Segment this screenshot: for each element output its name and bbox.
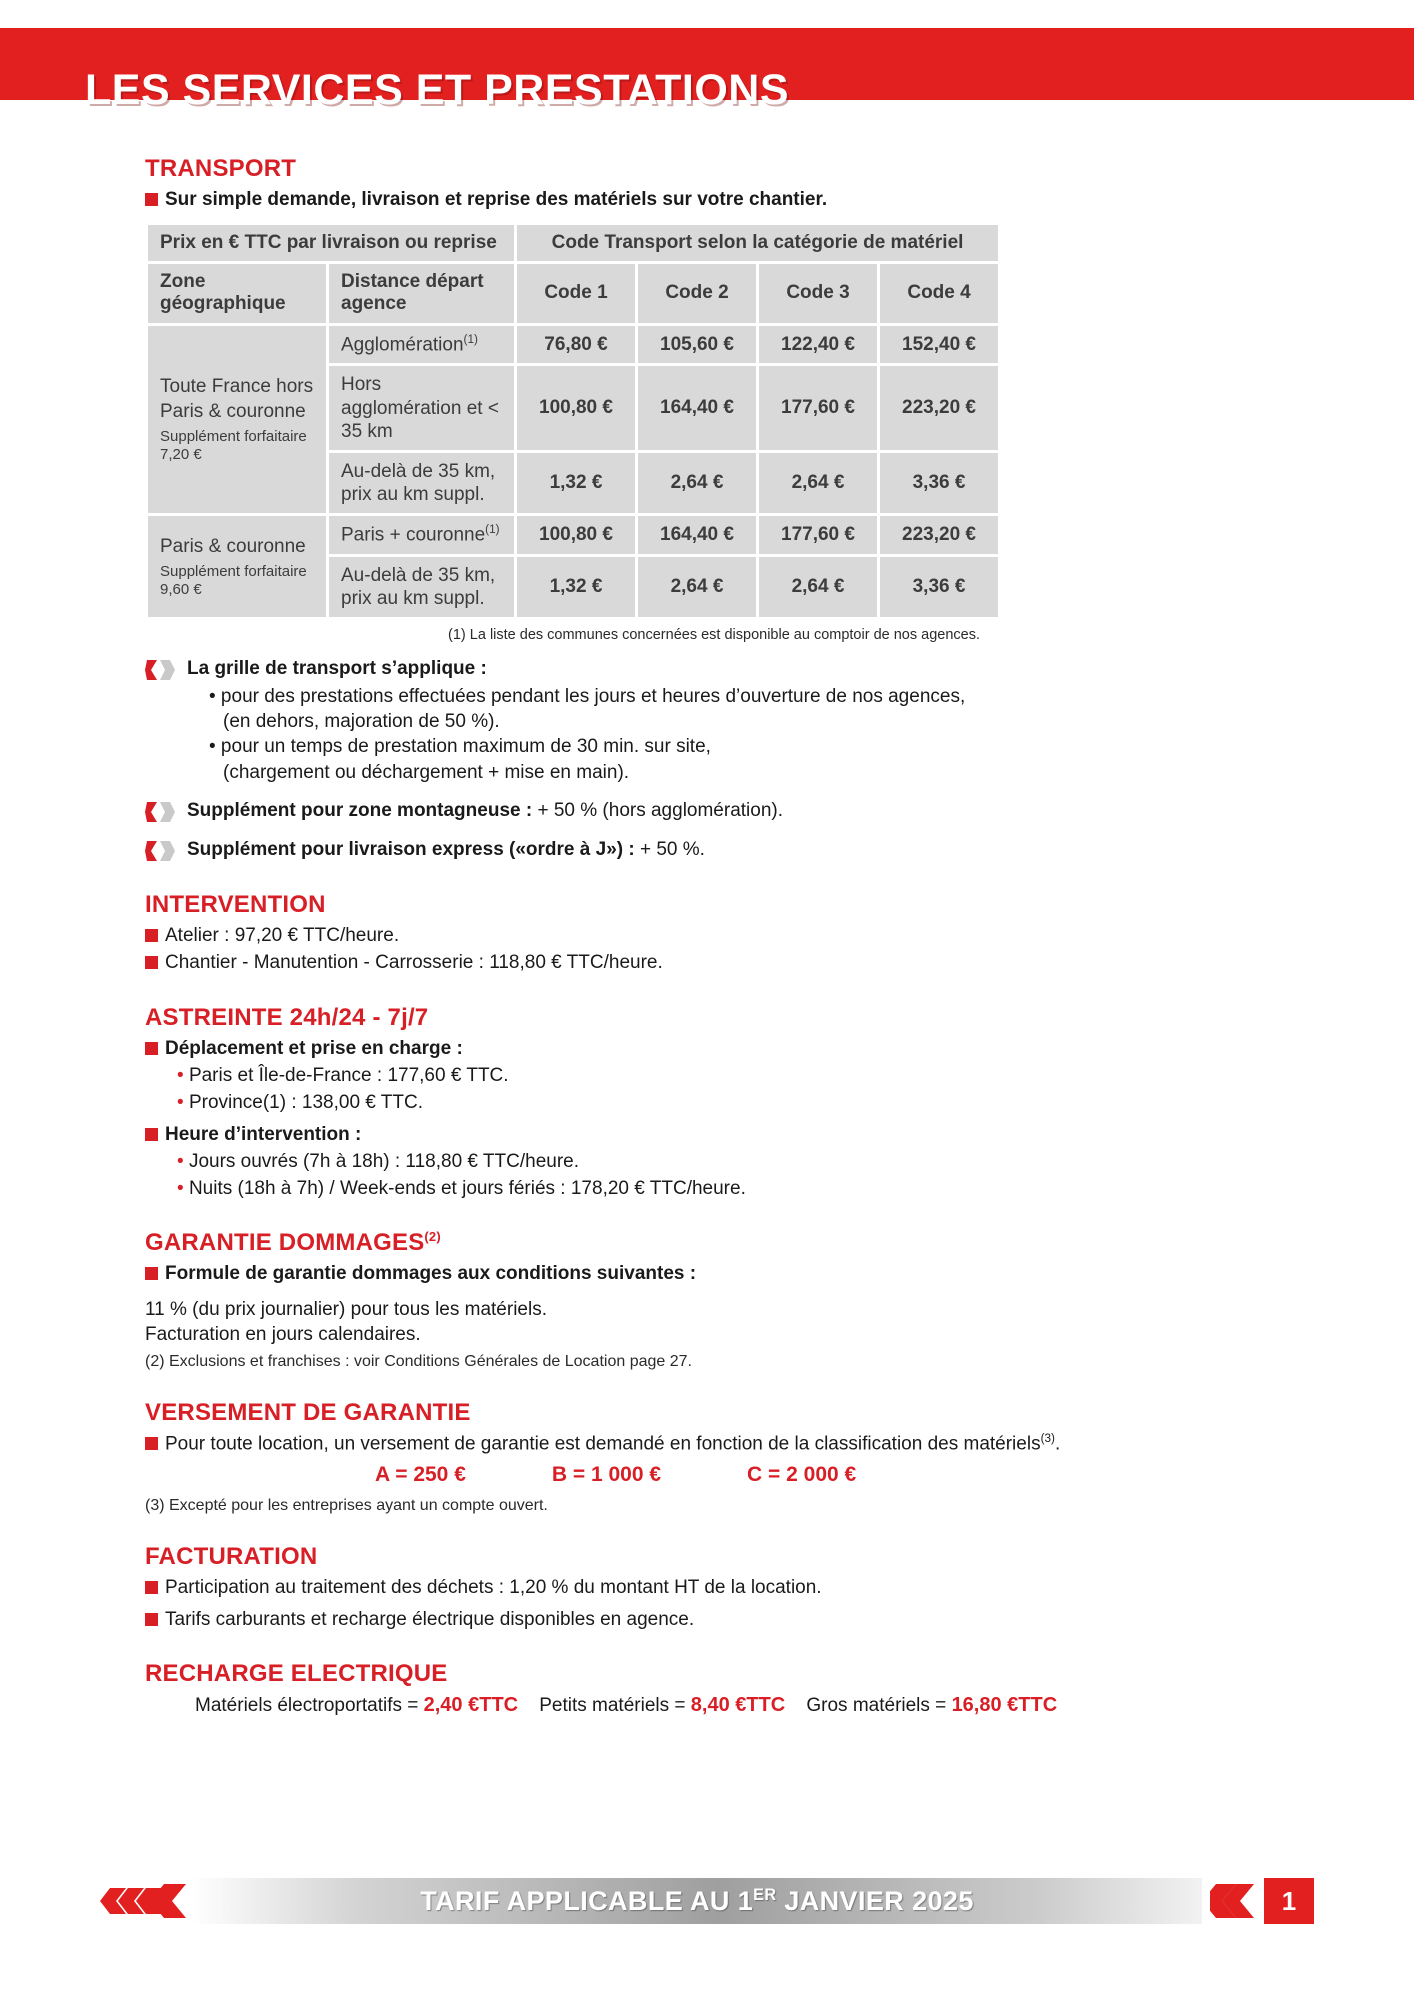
price-cell: 3,36 € [880,557,998,617]
footer-chevrons-left [100,1878,192,1924]
price-cell: 164,40 € [638,366,756,450]
grille-item: (en dehors, majoration de 50 %). [223,711,500,732]
astreinte-deplacement-label-row [145,1036,1275,1061]
recharge-value: 16,80 €TTC [951,1693,1058,1716]
section-title-astreinte: ASTREINTE 24h/24 - 7j/7 [145,1003,429,1031]
footer-text-after: JANVIER 2025 [776,1885,974,1916]
zone-cell-2 [148,516,326,617]
price-cell: 177,60 € [759,516,877,554]
chevron-icon [145,658,175,682]
intervention-item [145,923,1275,948]
express-label: Supplément pour livraison express («ordre à J») : [187,839,635,861]
intervention-item-text: Atelier : 97,20 € TTC/heure. [165,925,400,947]
section-garantie [145,1229,1275,1371]
versement-note: (3) Excepté pour les entreprises ayant un compte ouvert. [145,1496,548,1514]
table-col-zone: Zone géographique [148,264,326,323]
facturation-item [145,1575,1275,1600]
price-cell: 1,32 € [517,557,635,617]
recharge-label: Matériels électroportatifs = [195,1694,424,1716]
footer-text-sup: ER [753,1885,777,1904]
price-cell: 122,40 € [759,326,877,364]
transport-price-table [145,222,1001,620]
price-cell: 164,40 € [638,516,756,554]
chevron-icon [145,839,175,863]
footnote-marker: (2) [424,1229,441,1245]
table-col-code-2: Code 2 [638,264,756,323]
recharge-value: 2,40 €TTC [423,1693,519,1716]
table-header-right: Code Transport selon la catégorie de matériel [517,225,998,261]
transport-intro-line [145,187,1275,212]
price-cell: 2,64 € [638,557,756,617]
montagne-label: Supplément pour zone montagneuse : [187,800,533,822]
square-bullet-icon [145,1581,158,1594]
garantie-formule-row [145,1261,1275,1286]
section-title-garantie [145,1229,1275,1257]
express-text [187,837,705,862]
section-title-versement: VERSEMENT DE GARANTIE [145,1399,471,1427]
intervention-item [145,950,1275,975]
garantie-heading-text: GARANTIE DOMMAGES [145,1229,425,1257]
astreinte-heure-item: • Nuits (18h à 7h) / Week-ends et jours fériés : 178,20 € TTC/heure. [145,1176,1275,1201]
facturation-item-text: Participation au traitement des déchets : 1,20 % du montant HT de la location. [165,1576,822,1598]
facturation-item-text: Tarifs carburants et recharge électrique disponibles en agence. [165,1608,695,1630]
section-title-transport: TRANSPORT [145,155,297,182]
table-header-row-cols [148,264,998,323]
versement-price-a: A = 250 € [375,1462,466,1486]
footer-right [1202,1878,1314,1924]
grille-item: • pour un temps de prestation maximum de 30 min. sur site, [209,736,711,758]
section-title-intervention: INTERVENTION [145,891,326,919]
astreinte-deplacement-label: Déplacement et prise en charge : [165,1037,463,1059]
footer-text [420,1886,974,1917]
astreinte-heure-label-row [145,1122,1275,1147]
footnote-marker: (1) [463,332,478,346]
transport-intro-text: Sur simple demande, livraison et reprise des matériels sur votre chantier. [165,189,828,210]
astreinte-deplacement-item: • Province(1) : 138,00 € TTC. [145,1090,1275,1115]
garantie-note: (2) Exclusions et franchises : voir Conditions Générales de Location page 27. [145,1353,692,1371]
main-content [145,155,1275,1717]
chevron-icon [145,800,175,824]
square-bullet-icon [145,1042,158,1055]
transport-table-note: (1) La liste des communes concernées est disponible au comptoir de nos agences. [448,627,980,644]
footer-bar [100,1878,1314,1924]
recharge-items [145,1694,1275,1717]
montagne-block [145,798,1275,824]
section-intervention [145,891,1275,975]
zone-label-1: Toute France hors Paris & couronne [160,376,314,423]
montagne-value: + 50 % (hors agglomération). [532,800,784,822]
recharge-label: Petits matériels = [539,1694,691,1716]
price-cell: 152,40 € [880,326,998,364]
price-cell: 177,60 € [759,366,877,450]
distance-text: Agglomération [341,334,464,356]
price-cell: 223,20 € [880,366,998,450]
versement-intro-end: . [1054,1433,1061,1455]
square-bullet-icon [145,956,158,969]
square-bullet-icon [145,1613,158,1626]
page-number: 1 [1264,1878,1314,1924]
distance-cell: Au-delà de 35 km, prix au km suppl. [329,453,514,513]
table-row [148,516,998,554]
page-banner [0,28,1414,114]
distance-text: Paris + couronne [341,524,486,546]
chevron-right-group-icon [1210,1878,1258,1924]
table-header-row-top [148,225,998,261]
section-title-recharge: RECHARGE ELECTRIQUE [145,1659,448,1687]
versement-intro-row [145,1431,1275,1456]
price-cell: 100,80 € [517,366,635,450]
price-cell: 100,80 € [517,516,635,554]
garantie-line-2: Facturation en jours calendaires. [145,1324,421,1346]
recharge-item [806,1695,1057,1716]
section-title-facturation: FACTURATION [145,1542,318,1570]
versement-price-b: B = 1 000 € [551,1462,662,1486]
recharge-item [195,1695,518,1716]
price-cell: 2,64 € [638,453,756,513]
price-cell: 3,36 € [880,453,998,513]
square-bullet-icon [145,1437,158,1450]
distance-cell: Hors agglomération et < 35 km [329,366,514,450]
table-col-code-1: Code 1 [517,264,635,323]
distance-cell: Au-delà de 35 km, prix au km suppl. [329,557,514,617]
section-astreinte [145,1004,1275,1202]
grille-items [187,684,965,786]
footnote-marker: (1) [485,523,500,537]
versement-price-c: C = 2 000 € [747,1462,857,1486]
table-col-code-4: Code 4 [880,264,998,323]
section-versement [145,1399,1275,1514]
table-header-left: Prix en € TTC par livraison ou reprise [148,225,514,261]
intervention-item-text: Chantier - Manutention - Carrosserie : 118,80 € TTC/heure. [165,952,663,974]
square-bullet-icon [145,1267,158,1280]
square-bullet-icon [145,1128,158,1141]
astreinte-deplacement-item: • Paris et Île-de-France : 177,60 € TTC. [145,1063,1275,1088]
recharge-value: 8,40 €TTC [690,1693,786,1716]
footer-text-before: TARIF APPLICABLE AU 1 [420,1885,754,1916]
zone-label-2: Paris & couronne [160,535,306,557]
grille-block [145,656,1275,785]
price-cell: 223,20 € [880,516,998,554]
square-bullet-icon [145,193,158,206]
astreinte-heure-item: • Jours ouvrés (7h à 18h) : 118,80 € TTC/heure. [145,1149,1275,1174]
versement-intro-main: Pour toute location, un versement de garantie est demandé en fonction de la classification des matériels [165,1433,1041,1455]
zone-supp-1: Supplément forfaitaire 7,20 € [160,427,307,463]
footer-text-bar [192,1878,1202,1924]
facturation-item [145,1607,1275,1632]
price-cell: 76,80 € [517,326,635,364]
versement-intro-text [165,1431,1060,1456]
zone-supp-2: Supplément forfaitaire 9,60 € [160,562,307,598]
chevron-left-icon [100,1878,190,1924]
price-cell: 1,32 € [517,453,635,513]
express-block [145,837,1275,863]
zone-cell-1 [148,326,326,513]
page-title: LES SERVICES ET PRESTATIONS [85,66,790,114]
versement-prices [145,1463,1275,1487]
garantie-formule-label: Formule de garantie dommages aux conditions suivantes : [165,1263,697,1285]
table-row [148,326,998,364]
grille-title: La grille de transport s’applique : [187,658,487,680]
footnote-marker: (3) [1040,1432,1055,1446]
grille-item: (chargement ou déchargement + mise en main). [223,761,630,783]
price-cell: 2,64 € [759,453,877,513]
distance-cell [329,516,514,554]
section-facturation [145,1543,1275,1632]
section-recharge [145,1660,1275,1717]
price-cell: 105,60 € [638,326,756,364]
garantie-line-1: 11 % (du prix journalier) pour tous les matériels. [145,1298,547,1320]
montagne-text [187,798,783,823]
astreinte-heure-label: Heure d’intervention : [165,1123,362,1145]
distance-cell [329,326,514,364]
table-col-code-3: Code 3 [759,264,877,323]
price-cell: 2,64 € [759,557,877,617]
express-value: + 50 %. [634,839,705,861]
recharge-item [539,1695,785,1716]
recharge-label: Gros matériels = [806,1694,952,1716]
grille-content [187,656,965,785]
table-col-distance: Distance départ agence [329,264,514,323]
square-bullet-icon [145,929,158,942]
grille-item: • pour des prestations effectuées pendant les jours et heures d’ouverture de nos agences, [209,685,966,707]
